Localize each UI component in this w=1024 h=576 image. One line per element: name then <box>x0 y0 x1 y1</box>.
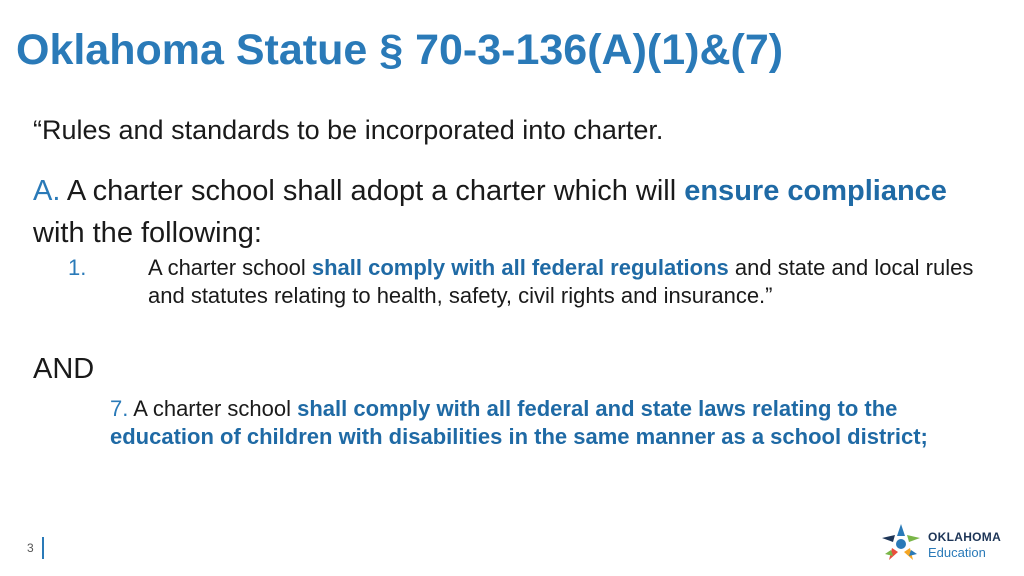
slide-title: Oklahoma Statue § 70-3-136(A)(1)&(7) <box>16 26 784 74</box>
item-1 <box>68 254 998 310</box>
item-7-text-before: A charter school <box>128 396 298 421</box>
section-a-marker: A. <box>33 175 61 207</box>
item-1-number: 1. <box>68 255 87 280</box>
logo-text-education: Education <box>928 545 986 560</box>
item-1-text-after: and state and local rules and statutes relating to health, safety, civil rights and insurance.” <box>148 255 974 308</box>
item-1-emphasis: shall comply with all federal regulations <box>311 255 729 280</box>
slide-number-divider <box>42 537 44 559</box>
star-logo-icon <box>878 520 924 568</box>
slide-number: 3 <box>27 541 34 555</box>
section-a-emphasis: ensure compliance <box>684 175 947 207</box>
item-7-number: 7. <box>110 396 129 421</box>
section-a <box>33 170 993 254</box>
logo-text-oklahoma: OKLAHOMA <box>928 530 1002 544</box>
item-1-text-before: A charter school <box>148 255 312 280</box>
section-a-text-after: with the following: <box>33 217 262 249</box>
and-label: AND <box>33 353 95 385</box>
oklahoma-education-logo <box>878 520 1008 568</box>
item-7 <box>110 395 1000 451</box>
section-a-text-before: A charter school shall adopt a charter which will <box>60 175 685 207</box>
item-7-emphasis: shall comply with all federal and state laws relating to the education of children with disabilities in the same manner as a school district; <box>110 396 928 449</box>
intro-line: “Rules and standards to be incorporated into charter. <box>33 115 664 145</box>
